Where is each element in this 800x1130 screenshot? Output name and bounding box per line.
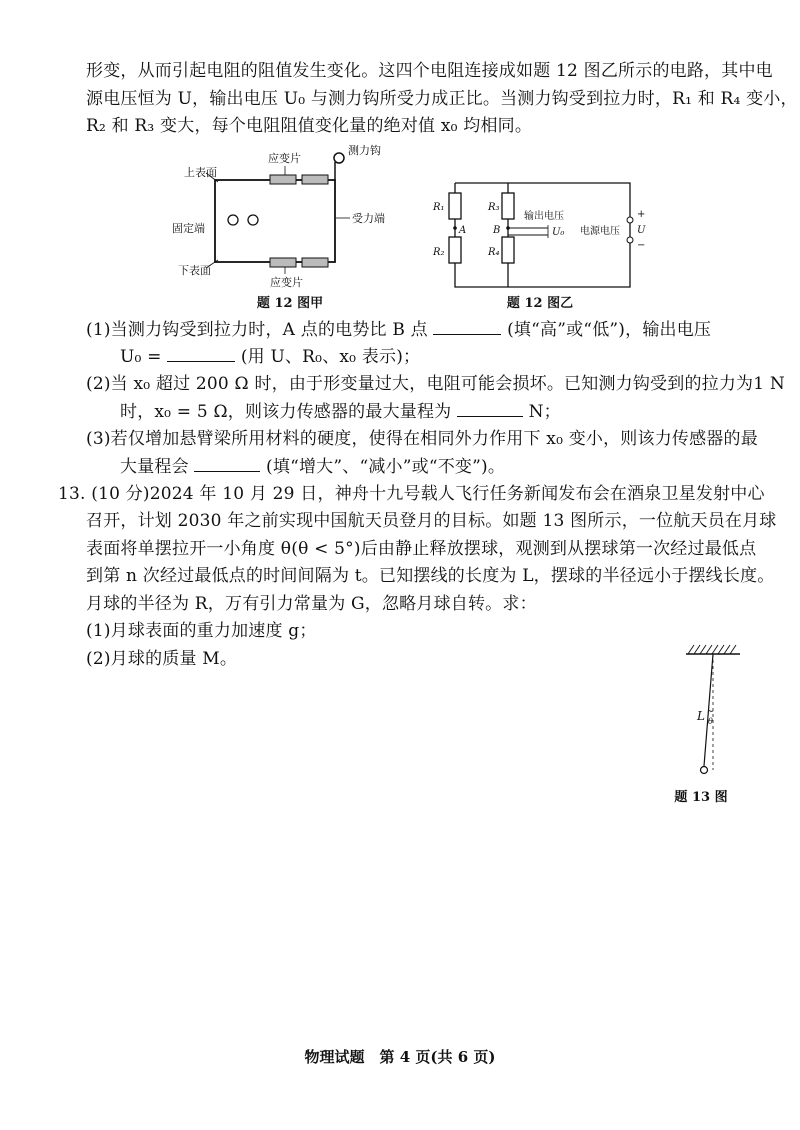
q13-subq-2: (2)月球的质量 M。 (86, 649, 238, 669)
label-node-a: A (459, 225, 467, 236)
q12-part2-line2: 时，x₀ = 5 Ω，则该力传感器的最大量程为 N； (120, 398, 561, 425)
label-top-surface: 上表面 (184, 166, 217, 179)
label-bottom-surface: 下表面 (178, 264, 211, 277)
bolt-hole-1 (228, 215, 238, 225)
label-output-voltage: 输出电压 (524, 211, 564, 222)
q13-line-5: 月球的半径为 R，万有引力常量为 G，忽略月球自转。求： (86, 594, 537, 614)
label-u0: U₀ (552, 227, 565, 238)
label-r4: R₄ (488, 247, 500, 258)
label-theta: θ (708, 717, 713, 726)
q13-line-4: 到第 n 次经过最低点的时间间隔为 t。已知摆线的长度为 L，摆球的半径远小于摆线长度。 (86, 566, 775, 586)
label-u: U (637, 225, 646, 236)
label-strain-gauge-top: 应变片 (268, 152, 301, 165)
beam (215, 180, 335, 262)
resistor-r4 (502, 237, 514, 263)
label-L: L (697, 709, 705, 723)
strain-gauge-top-1 (270, 175, 296, 184)
q13-line-3: 表面将单摆拉开一小角度 θ(θ < 5°)后由静止释放摆球，观测到从摆球第一次经过最低点 (86, 539, 757, 559)
answer-blank-2[interactable] (167, 343, 235, 362)
node-a (453, 226, 457, 230)
label-r1: R₁ (433, 202, 445, 213)
answer-blank-3[interactable] (457, 398, 523, 417)
resistor-r1 (449, 193, 461, 219)
q12-part3-line2: 大量程会 (填“增大”、“减小”或“不变”)。 (120, 453, 505, 480)
page-footer: 物理试题 第 4 页(共 6 页) (304, 1048, 496, 1066)
q12-part1-line1: (1)当测力钩受到拉力时，A 点的电势比 B 点 (填“高”或“低”)，输出电压 (86, 316, 711, 343)
caption-fig-12b: 题 12 图乙 (506, 296, 574, 311)
q13-line-1: 13. (10 分)2024 年 10 月 29 日，神舟十九号载人飞行任务新闻发布会在酒泉卫星发射中心 (58, 484, 765, 504)
label-r3: R₃ (488, 202, 500, 213)
strain-gauge-top-2 (302, 175, 328, 184)
intro-line-2: 源电压恒为 U，输出电压 U₀ 与测力钩所受力成正比。当测力钩受到拉力时，R₁ 和 R₄ 变小， (86, 89, 798, 109)
label-strain-gauge-bottom: 应变片 (270, 276, 303, 289)
resistor-r2 (449, 237, 461, 263)
q12-part1-line2: U₀ = (用 U、R₀、x₀ 表示)； (120, 343, 420, 370)
label-r2: R₂ (433, 247, 445, 258)
force-hook (334, 153, 344, 163)
label-minus: − (637, 240, 646, 251)
figure-12a (160, 140, 400, 290)
caption-fig-13: 题 13 图 (674, 790, 728, 805)
label-node-b: B (493, 225, 501, 236)
label-force-end: 受力端 (352, 212, 385, 225)
label-source-voltage: 电源电压 (580, 226, 620, 237)
intro-line-3: R₂ 和 R₃ 变大，每个电阻阻值变化量的绝对值 x₀ 均相同。 (86, 116, 533, 136)
pendulum-bob (701, 767, 708, 774)
bolt-hole-2 (248, 215, 258, 225)
strain-gauge-bottom-2 (302, 258, 328, 267)
strain-gauge-bottom-1 (270, 258, 296, 267)
q13-line-2: 召开，计划 2030 年之前实现中国航天员登月的目标。如题 13 图所示，一位航天员在月球 (86, 511, 777, 531)
resistor-r3 (502, 193, 514, 219)
label-force-hook: 测力钩 (348, 144, 381, 157)
caption-fig-12a: 题 12 图甲 (256, 296, 324, 311)
q13-subq-1: (1)月球表面的重力加速度 g； (86, 621, 317, 641)
label-fixed-end: 固定端 (172, 222, 205, 235)
label-plus: + (637, 209, 646, 220)
figure-12b (430, 175, 660, 295)
q12-part2-line1: (2)当 x₀ 超过 200 Ω 时，由于形变量过大，电阻可能会损坏。已知测力钩受到的拉力为1 N (86, 374, 785, 394)
q13-number: 13. (58, 484, 86, 504)
q12-part3-line1: (3)若仅增加悬臂梁所用材料的硬度，使得在相同外力作用下 x₀ 变小，则该力传感器的最 (86, 429, 758, 449)
answer-blank-1[interactable] (433, 316, 501, 335)
figure-13-pendulum (680, 640, 750, 780)
answer-blank-4[interactable] (194, 453, 260, 472)
intro-line-1: 形变，从而引起电阻的阻值发生变化。这四个电阻连接成如题 12 图乙所示的电路，其中电 (86, 61, 773, 81)
